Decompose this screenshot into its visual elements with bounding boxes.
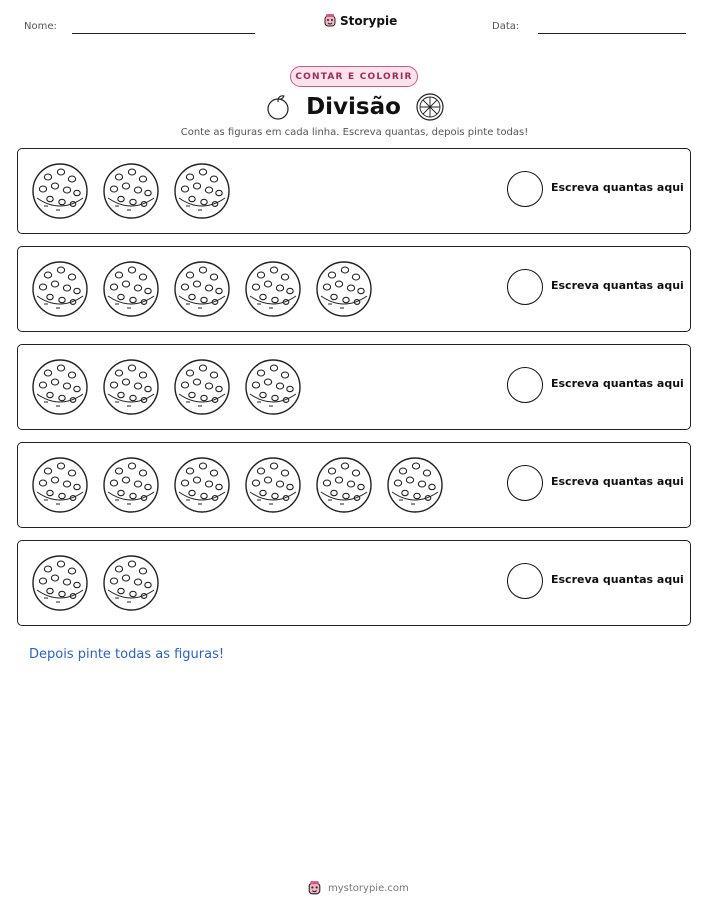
cookie-icon xyxy=(315,456,373,514)
cookie-icon xyxy=(173,456,231,514)
cookie-icon xyxy=(102,162,160,220)
answer-label: Escreva quantas aqui xyxy=(551,181,684,194)
orange-slice-icon xyxy=(415,92,445,122)
title-row xyxy=(0,90,709,124)
brand-name: Storypie xyxy=(340,14,398,28)
cookie-icon xyxy=(102,260,160,318)
date-label: Data: xyxy=(492,21,520,32)
counting-row xyxy=(17,344,691,430)
answer-circle[interactable] xyxy=(507,563,543,599)
cookie-icon xyxy=(244,456,302,514)
storypie-mascot-icon xyxy=(323,13,337,29)
figure-group xyxy=(31,554,160,612)
answer-circle[interactable] xyxy=(507,171,543,207)
cookie-icon xyxy=(31,456,89,514)
cookie-icon xyxy=(102,358,160,416)
counting-row xyxy=(17,246,691,332)
brand-logo xyxy=(323,13,397,29)
answer-label: Escreva quantas aqui xyxy=(551,573,684,586)
site-footer xyxy=(307,880,409,897)
cookie-icon xyxy=(173,358,231,416)
site-url: mystorypie.com xyxy=(328,883,409,894)
answer-circle[interactable] xyxy=(507,465,543,501)
cookie-icon xyxy=(244,260,302,318)
cookie-icon xyxy=(31,260,89,318)
cookie-icon xyxy=(386,456,444,514)
answer-label: Escreva quantas aqui xyxy=(551,279,684,292)
cookie-icon xyxy=(102,554,160,612)
cookie-icon xyxy=(173,260,231,318)
page-title: Divisão xyxy=(306,94,401,120)
answer-circle[interactable] xyxy=(507,269,543,305)
figure-group xyxy=(31,162,231,220)
cookie-icon xyxy=(173,162,231,220)
cookie-icon xyxy=(102,456,160,514)
activity-badge: CONTAR E COLORIR xyxy=(290,66,418,87)
counting-row xyxy=(17,540,691,626)
footer-note: Depois pinte todas as figuras! xyxy=(29,647,225,662)
answer-circle[interactable] xyxy=(507,367,543,403)
cookie-icon xyxy=(31,554,89,612)
cookie-icon xyxy=(31,358,89,416)
counting-row xyxy=(17,442,691,528)
cookie-icon xyxy=(31,162,89,220)
answer-label: Escreva quantas aqui xyxy=(551,377,684,390)
counting-row xyxy=(17,148,691,234)
orange-icon xyxy=(264,93,292,121)
storypie-mascot-icon xyxy=(307,880,322,897)
answer-label: Escreva quantas aqui xyxy=(551,475,684,488)
instructions: Conte as figuras em cada linha. Escreva quantas, depois pinte todas! xyxy=(180,127,529,138)
cookie-icon xyxy=(244,358,302,416)
date-line xyxy=(538,33,686,34)
name-label: Nome: xyxy=(24,21,57,32)
figure-group xyxy=(31,260,373,318)
figure-group xyxy=(31,456,444,514)
cookie-icon xyxy=(315,260,373,318)
name-line xyxy=(72,33,255,34)
figure-group xyxy=(31,358,302,416)
